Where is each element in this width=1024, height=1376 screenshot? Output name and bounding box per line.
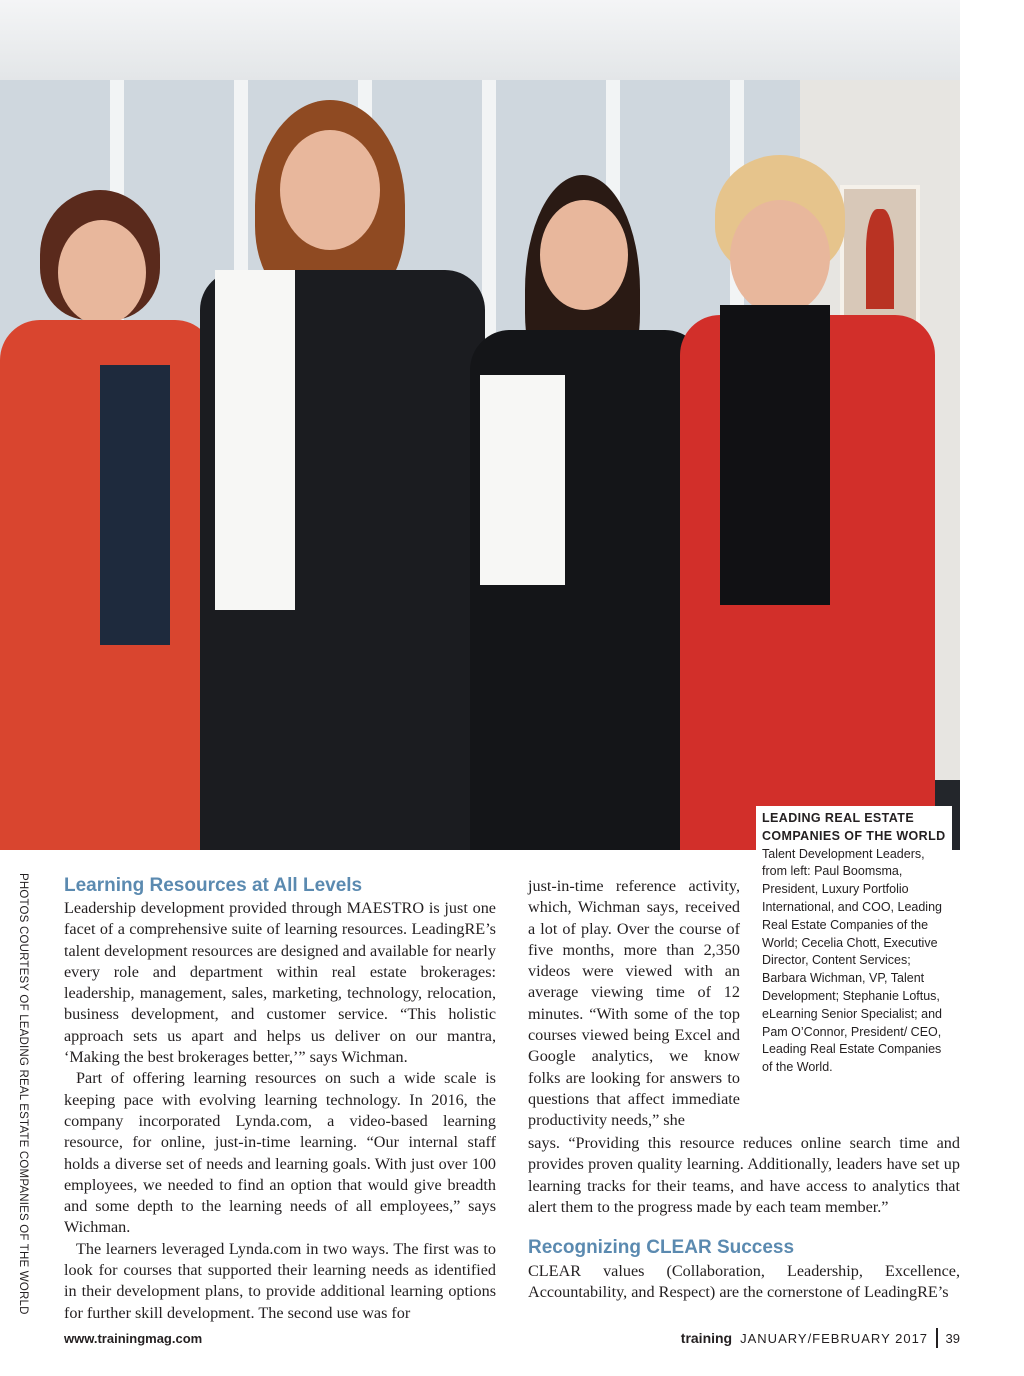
footer-divider xyxy=(936,1328,938,1348)
footer-brand: training xyxy=(680,1330,733,1346)
article-column-right-lower xyxy=(528,1261,960,1304)
paragraph: Leadership development provided through MAESTRO is just one facet of a comprehensive suite of learning resources. LeadingRE’s talent development resources are designed and available for nearly every role and department within real estate brokerages: leadership, management, sales, marketing, technology, relocation, business development, and customer service. “This holistic approach sets us apart and helps us deliver on our mantra, ‘Making the best brokerages better,’” says Wichman. xyxy=(64,899,496,1067)
caption-text: Talent Development Leaders, from left: Paul Boomsma, President, Luxury Portfolio International, and COO, Leading Real Estate Companies of the World; Cecelia Chott, Executive Director, Content Services; Barbara Wichman, VP, Talent Development; Stephanie Loftus, eLearning Senior Specialist; and Pam O’Connor, President/ CEO, Leading Real Estate Companies of the World. xyxy=(762,846,942,1075)
article-column-right-middle xyxy=(528,1133,960,1218)
article-column-left xyxy=(64,874,496,1324)
person-2 xyxy=(200,100,485,850)
footer-folio xyxy=(681,1328,960,1348)
paragraph: just-in-time reference activity, which, Wichman says, received a lot of play. Over the course of five months, more than 2,350 videos were viewed with an average viewing time of 12 minutes. “With some of the top courses viewed being Excel and Google analytics, we know folks are looking for answers to questions that affect immediate productivity needs,” she xyxy=(528,877,740,1130)
photo-ceiling xyxy=(0,0,960,80)
section-heading-learning-resources: Learning Resources at All Levels xyxy=(64,875,363,896)
photo-caption xyxy=(756,806,952,1083)
person-4 xyxy=(680,155,940,850)
footer-url[interactable]: www.trainingmag.com xyxy=(64,1331,203,1346)
photo-credit: PHOTOS COURTESY OF LEADING REAL ESTATE COMPANIES OF THE WORLD xyxy=(17,873,29,1315)
paragraph: The learners leveraged Lynda.com in two ways. The first was to look for courses that supported their learning needs as identified in their development plans, to provide additional learning options for further skill development. The second use was for xyxy=(64,1239,496,1322)
paragraph: Part of offering learning resources on such a wide scale is keeping pace with evolving learning technology. In 2016, the company incorporated Lynda.com, a video-based learning resource, for online, just-in-time learning. “Our internal staff holds a diverse set of needs and learning goals. With just over 100 employees, we needed to find an option that would give breadth and some depth to the learning needs of all employees,” says Wichman. xyxy=(64,1069,496,1237)
person-1 xyxy=(0,190,220,850)
article-column-right-upper xyxy=(528,876,740,1132)
paragraph: CLEAR values (Collaboration, Leadership, Excellence, Accountability, and Respect) are the cornerstone of LeadingRE’s xyxy=(528,1262,960,1302)
page-number: 39 xyxy=(945,1330,960,1346)
paragraph: says. “Providing this resource reduces online search time and provides proven quality learning. Additionally, leaders have set up learning tracks for their teams, and have access to analytics that alert them to the progress made by each team member.” xyxy=(528,1134,960,1216)
caption-lead: LEADING REAL ESTATE COMPANIES OF THE WORLD xyxy=(762,811,946,843)
footer-issue: JANUARY/FEBRUARY 2017 xyxy=(740,1330,929,1346)
section-heading-clear-success: Recognizing CLEAR Success xyxy=(528,1237,795,1258)
person-3 xyxy=(470,175,705,850)
